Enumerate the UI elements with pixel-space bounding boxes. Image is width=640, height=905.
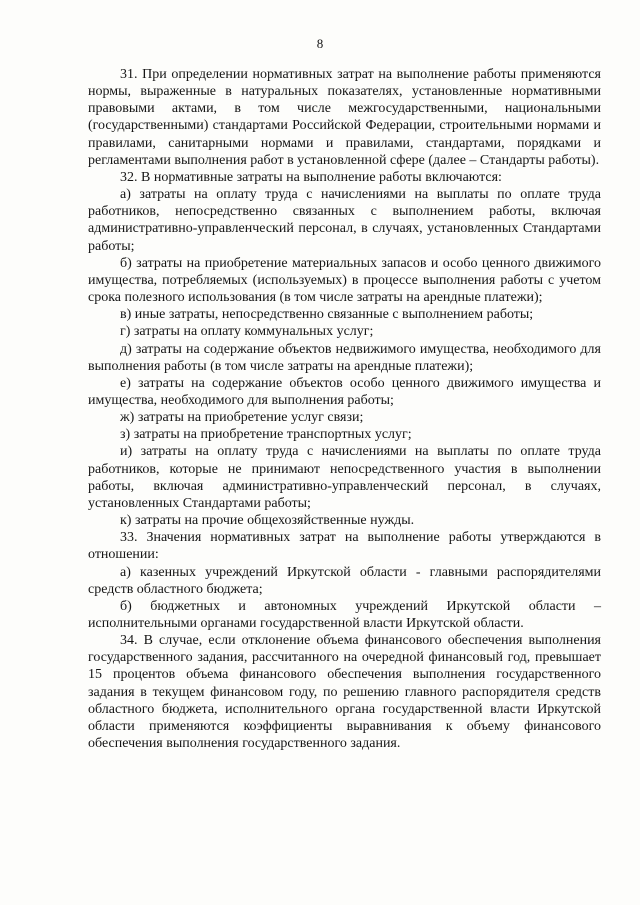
document-body — [88, 66, 601, 752]
list-item-v: в) иные затраты, непосредственно связанные с выполнением работы; — [120, 307, 534, 323]
paragraph-32: 32. В нормативные затраты на выполнение работы включаются: — [120, 169, 502, 185]
list-item-i: и) затраты на оплату труда с начислениями на выплаты по оплате труда работников, которые не принимают непосредственного участия в выполнении работы, включая административно-управленческий персонал, в случаях, установленных Стандартами работы; — [88, 444, 601, 511]
paragraph-33: 33. Значения нормативных затрат на выполнение работы утверждаются в отношении: — [88, 530, 601, 563]
paragraph-33-item-a: а) казенных учреждений Иркутской области - главными распорядителями средств областного бюджета; — [88, 564, 601, 597]
list-item-a: а) затраты на оплату труда с начислениями на выплаты по оплате труда работников, непосредственно связанных с выполнением работы, включая административно-управленческий персонал, в случаях, установленных Стандартами работы; — [88, 187, 601, 254]
list-item-d: д) затраты на содержание объектов недвижимого имущества, необходимого для выполнения работы (в том числе затраты на арендные платежи); — [88, 341, 601, 374]
paragraph-31: 31. При определении нормативных затрат на выполнение работы применяются нормы, выраженные в натуральных показателях, установленные нормативными правовыми актами, в том числе межгосударственными, национальными (государственными) стандартами Российской Федерации, строительными нормами и правилами, санитарными нормами и правилами, стандартами, порядками и регламентами выполнения работ в установленной сфере (далее – Стандарты работы). — [88, 67, 601, 168]
list-item-e: е) затраты на содержание объектов особо ценного движимого имущества и имущества, необходимого для выполнения работы; — [88, 375, 601, 408]
list-item-b: б) затраты на приобретение материальных запасов и особо ценного движимого имущества, потребляемых (используемых) в процессе выполнения работы с учетом срока полезного использования (в том числе затраты на арендные платежи); — [88, 255, 601, 306]
list-item-z: з) затраты на приобретение транспортных услуг; — [120, 427, 412, 443]
page-number: 8 — [316, 36, 324, 51]
list-item-zh: ж) затраты на приобретение услуг связи; — [120, 410, 364, 426]
list-item-k: к) затраты на прочие общехозяйственные нужды. — [120, 513, 415, 529]
paragraph-34: 34. В случае, если отклонение объема финансового обеспечения выполнения государственного задания, рассчитанного на очередной финансовый год, превышает 15 процентов объема финансового обеспечения выполнения государственного задания в текущем финансовом году, по решению главного распорядителя средств областного бюджета, исполнительного органа государственной власти Иркутской области применяются коэффициенты выравнивания к объему финансового обеспечения выполнения государственного задания. — [88, 633, 601, 752]
list-item-g: г) затраты на оплату коммунальных услуг; — [120, 324, 374, 340]
paragraph-33-item-b: б) бюджетных и автономных учреждений Иркутской области – исполнительными органами государственной власти Иркутской области. — [88, 598, 601, 631]
